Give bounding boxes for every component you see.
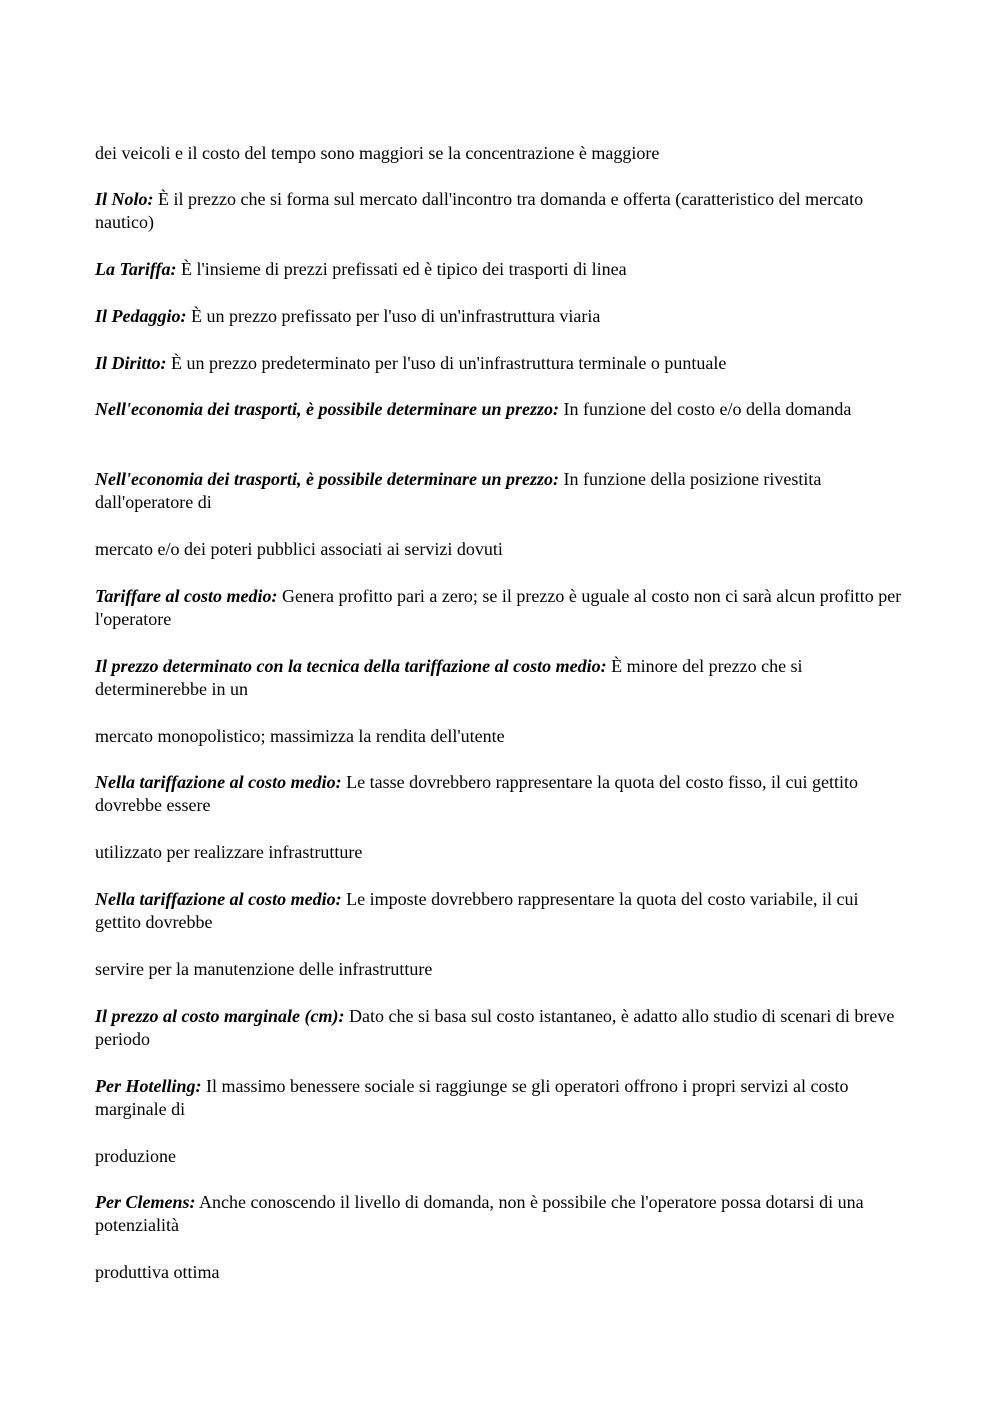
paragraph-text: Il massimo benessere sociale si raggiunge se gli operatori offrono i propri servizi al costo marginale di xyxy=(95,1076,849,1119)
paragraph-text: servire per la manutenzione delle infrastrutture xyxy=(95,959,433,979)
paragraph-text: mercato monopolistico; massimizza la rendita dell'utente xyxy=(95,726,505,746)
paragraph-text: È un prezzo predeterminato per l'uso di un'infrastruttura terminale o puntuale xyxy=(171,353,727,373)
paragraph-term: Il prezzo al costo marginale (cm): xyxy=(95,1006,345,1026)
paragraph-term: Il Nolo: xyxy=(95,189,154,209)
paragraph-term: Per Hotelling: xyxy=(95,1076,202,1096)
paragraph-pedaggio xyxy=(95,305,907,328)
paragraph-hotelling xyxy=(95,1075,907,1121)
paragraph-costo-medio xyxy=(95,585,907,631)
paragraph-term: Nell'economia dei trasporti, è possibile determinare un prezzo: xyxy=(95,469,559,489)
paragraph-continuation xyxy=(95,958,907,981)
paragraph-tecnica-costo-medio xyxy=(95,655,907,701)
paragraph-costo-marginale xyxy=(95,1005,907,1051)
paragraph-term: Per Clemens: xyxy=(95,1192,196,1212)
paragraph-term: Il Diritto: xyxy=(95,353,167,373)
paragraph-text: È il prezzo che si forma sul mercato dall'incontro tra domanda e offerta (caratteristico del mercato nautico) xyxy=(95,189,864,232)
paragraph-text: mercato e/o dei poteri pubblici associati ai servizi dovuti xyxy=(95,539,503,559)
paragraph-continuation xyxy=(95,538,907,561)
paragraph-continuation xyxy=(95,1145,907,1168)
paragraph-clemens xyxy=(95,1191,907,1237)
paragraph-term: Nella tariffazione al costo medio: xyxy=(95,889,342,909)
paragraph-text: Genera profitto pari a zero; se il prezzo è uguale al costo non ci sarà alcun profitto per l'operatore xyxy=(95,586,902,629)
paragraph-term: Tariffare al costo medio: xyxy=(95,586,278,606)
paragraph-continuation xyxy=(95,725,907,748)
paragraph-tasse xyxy=(95,771,907,817)
paragraph-text: È un prezzo prefissato per l'uso di un'infrastruttura viaria xyxy=(191,306,601,326)
paragraph-continuation xyxy=(95,841,907,864)
paragraph-continuation xyxy=(95,1261,907,1284)
paragraph-nolo xyxy=(95,188,907,234)
paragraph-term: Nell'economia dei trasporti, è possibile determinare un prezzo: xyxy=(95,399,559,419)
paragraph-text: In funzione del costo e/o della domanda xyxy=(563,399,852,419)
paragraph-text: Dato che si basa sul costo istantaneo, è adatto allo studio di scenari di breve periodo xyxy=(95,1006,895,1049)
paragraph-text: In funzione della posizione rivestita dall'operatore di xyxy=(95,469,822,512)
paragraph-1 xyxy=(95,142,907,165)
paragraph-text: Le tasse dovrebbero rappresentare la quota del costo fisso, il cui gettito dovrebbe essere xyxy=(95,772,858,815)
paragraph-term: Nella tariffazione al costo medio: xyxy=(95,772,342,792)
paragraph-diritto xyxy=(95,352,907,375)
paragraph-term: La Tariffa: xyxy=(95,259,177,279)
paragraph-prezzo-2 xyxy=(95,468,907,514)
paragraph-text: produzione xyxy=(95,1146,176,1166)
paragraph-term: Il prezzo determinato con la tecnica della tariffazione al costo medio: xyxy=(95,656,607,676)
paragraph-text: dei veicoli e il costo del tempo sono maggiori se la concentrazione è maggiore xyxy=(95,143,660,163)
paragraph-tariffa xyxy=(95,258,907,281)
paragraph-text: È l'insieme di prezzi prefissati ed è tipico dei trasporti di linea xyxy=(181,259,627,279)
paragraph-imposte xyxy=(95,888,907,934)
paragraph-text: produttiva ottima xyxy=(95,1262,220,1282)
paragraph-text: Le imposte dovrebbero rappresentare la quota del costo variabile, il cui gettito dovrebbe xyxy=(95,889,859,932)
paragraph-term: Il Pedaggio: xyxy=(95,306,187,326)
paragraph-text: È minore del prezzo che si determinerebbe in un xyxy=(95,656,803,699)
paragraph-text: utilizzato per realizzare infrastrutture xyxy=(95,842,363,862)
paragraph-prezzo-1 xyxy=(95,398,907,421)
paragraph-text: Anche conoscendo il livello di domanda, non è possibile che l'operatore possa dotarsi di una potenzialità xyxy=(95,1192,864,1235)
